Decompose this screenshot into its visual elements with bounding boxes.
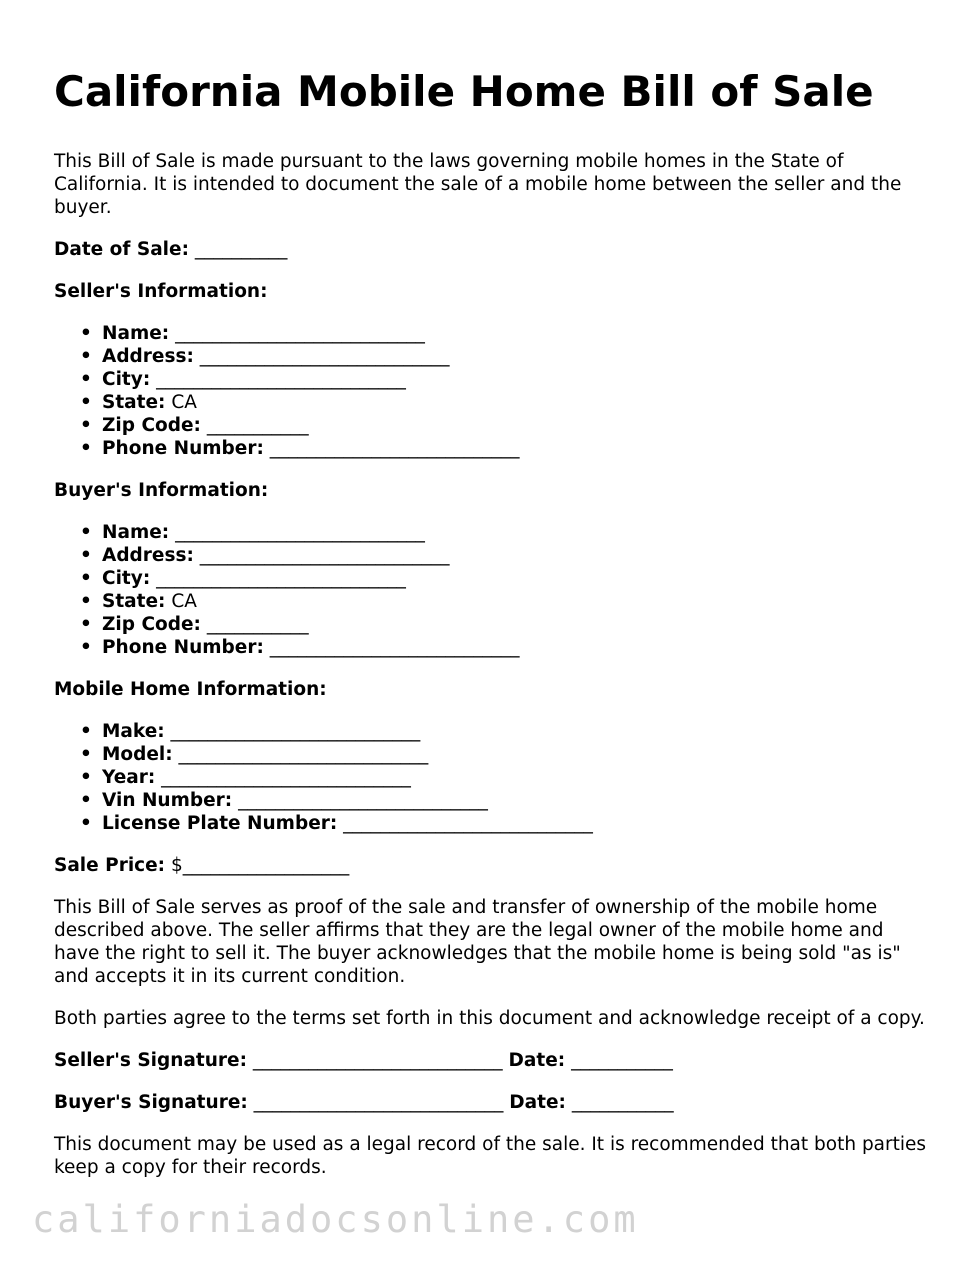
year-label: Year:: [102, 767, 156, 788]
list-item: [80, 544, 934, 567]
list-item: [80, 720, 934, 743]
seller-fields-list: [54, 322, 934, 460]
intro-paragraph: This Bill of Sale is made pursuant to the laws governing mobile homes in the State of California. It is intended to document the sale of a mobile home between the seller and the buyer.: [54, 151, 902, 218]
seller-state-label: State:: [102, 392, 166, 413]
seller-date-label: Date:: [508, 1050, 566, 1071]
buyer-city-blank: ___________________________: [156, 568, 406, 589]
buyer-phone-label: Phone Number:: [102, 637, 264, 658]
buyer-signature-blank: ___________________________: [253, 1092, 504, 1113]
list-item: [80, 368, 934, 391]
sale-price-label: Sale Price:: [54, 855, 166, 876]
mobile-home-section-heading: Mobile Home Information:: [54, 679, 327, 700]
seller-signature-label: Seller's Signature:: [54, 1050, 247, 1071]
document-title: California Mobile Home Bill of Sale: [54, 67, 874, 116]
buyer-phone-blank: ___________________________: [269, 637, 520, 658]
seller-address-label: Address:: [102, 346, 194, 367]
seller-zip-blank: ___________: [206, 415, 309, 436]
list-item: [80, 743, 934, 766]
buyer-section-heading: Buyer's Information:: [54, 480, 269, 501]
buyer-state-label: State:: [102, 591, 166, 612]
buyer-state-value: CA: [171, 591, 197, 612]
vin-blank: ___________________________: [238, 790, 488, 811]
bullet-icon: •: [80, 637, 92, 658]
sale-price-blank: $__________________: [170, 855, 350, 876]
seller-phone-blank: ___________________________: [269, 438, 520, 459]
bullet-icon: •: [80, 392, 92, 413]
list-item: [80, 789, 934, 812]
list-item: [80, 766, 934, 789]
bullet-icon: •: [80, 744, 92, 765]
bullet-icon: •: [80, 346, 92, 367]
list-item: [80, 322, 934, 345]
list-item: [80, 613, 934, 636]
list-item: [80, 414, 934, 437]
date-of-sale-field: [54, 238, 934, 261]
date-of-sale-label: Date of Sale:: [54, 239, 189, 260]
buyer-date-label: Date:: [509, 1092, 566, 1113]
list-item: [80, 812, 934, 835]
license-plate-blank: ___________________________: [343, 813, 593, 834]
buyer-name-label: Name:: [102, 522, 170, 543]
mobile-home-fields-list: [54, 720, 934, 835]
seller-name-label: Name:: [102, 323, 170, 344]
seller-address-blank: ___________________________: [199, 346, 450, 367]
bullet-icon: •: [80, 614, 92, 635]
bullet-icon: •: [80, 591, 92, 612]
make-blank: ___________________________: [170, 721, 421, 742]
list-item: [80, 521, 934, 544]
make-label: Make:: [102, 721, 165, 742]
buyer-signature-line: [54, 1091, 934, 1114]
seller-date-blank: ___________: [571, 1050, 673, 1071]
bullet-icon: •: [80, 813, 92, 834]
closing-paragraph: This document may be used as a legal record of the sale. It is recommended that both parties keep a copy for their records.: [54, 1134, 927, 1178]
list-item: [80, 391, 934, 414]
buyer-address-label: Address:: [102, 545, 194, 566]
list-item: [80, 590, 934, 613]
seller-city-label: City:: [102, 369, 151, 390]
sale-price-field: [54, 854, 934, 877]
buyer-fields-list: [54, 521, 934, 659]
license-plate-label: License Plate Number:: [102, 813, 338, 834]
seller-name-blank: ___________________________: [175, 323, 425, 344]
bullet-icon: •: [80, 522, 92, 543]
bullet-icon: •: [80, 545, 92, 566]
bullet-icon: •: [80, 323, 92, 344]
seller-signature-blank: ___________________________: [252, 1050, 503, 1071]
bullet-icon: •: [80, 721, 92, 742]
agreement-paragraph: Both parties agree to the terms set forth in this document and acknowledge receipt of a copy.: [54, 1008, 925, 1029]
bullet-icon: •: [80, 790, 92, 811]
seller-city-blank: ___________________________: [156, 369, 406, 390]
document-page: [54, 64, 934, 1198]
buyer-name-blank: ___________________________: [175, 522, 425, 543]
buyer-date-blank: ___________: [571, 1092, 674, 1113]
bullet-icon: •: [80, 415, 92, 436]
list-item: [80, 345, 934, 368]
bullet-icon: •: [80, 369, 92, 390]
site-watermark: californiadocsonline.com: [32, 1198, 639, 1241]
seller-zip-label: Zip Code:: [102, 415, 201, 436]
bullet-icon: •: [80, 767, 92, 788]
date-of-sale-blank: __________: [194, 239, 288, 260]
seller-phone-label: Phone Number:: [102, 438, 264, 459]
seller-state-value: CA: [171, 392, 197, 413]
seller-section-heading: Seller's Information:: [54, 281, 268, 302]
bullet-icon: •: [80, 568, 92, 589]
model-blank: ___________________________: [178, 744, 429, 765]
statement-paragraph: This Bill of Sale serves as proof of the sale and transfer of ownership of the mobile home described above. The seller affirms that they are the legal owner of the mobile home and have the right to sell it. The buyer acknowledges that the mobile home is being sold "as is" and accepts it in its current condition.: [54, 897, 901, 987]
list-item: [80, 437, 934, 460]
year-blank: ___________________________: [161, 767, 411, 788]
model-label: Model:: [102, 744, 173, 765]
buyer-zip-blank: ___________: [206, 614, 309, 635]
list-item: [80, 567, 934, 590]
seller-signature-line: [54, 1049, 934, 1072]
buyer-signature-label: Buyer's Signature:: [54, 1092, 248, 1113]
bullet-icon: •: [80, 438, 92, 459]
buyer-address-blank: ___________________________: [199, 545, 450, 566]
buyer-city-label: City:: [102, 568, 151, 589]
vin-label: Vin Number:: [102, 790, 233, 811]
list-item: [80, 636, 934, 659]
buyer-zip-label: Zip Code:: [102, 614, 201, 635]
